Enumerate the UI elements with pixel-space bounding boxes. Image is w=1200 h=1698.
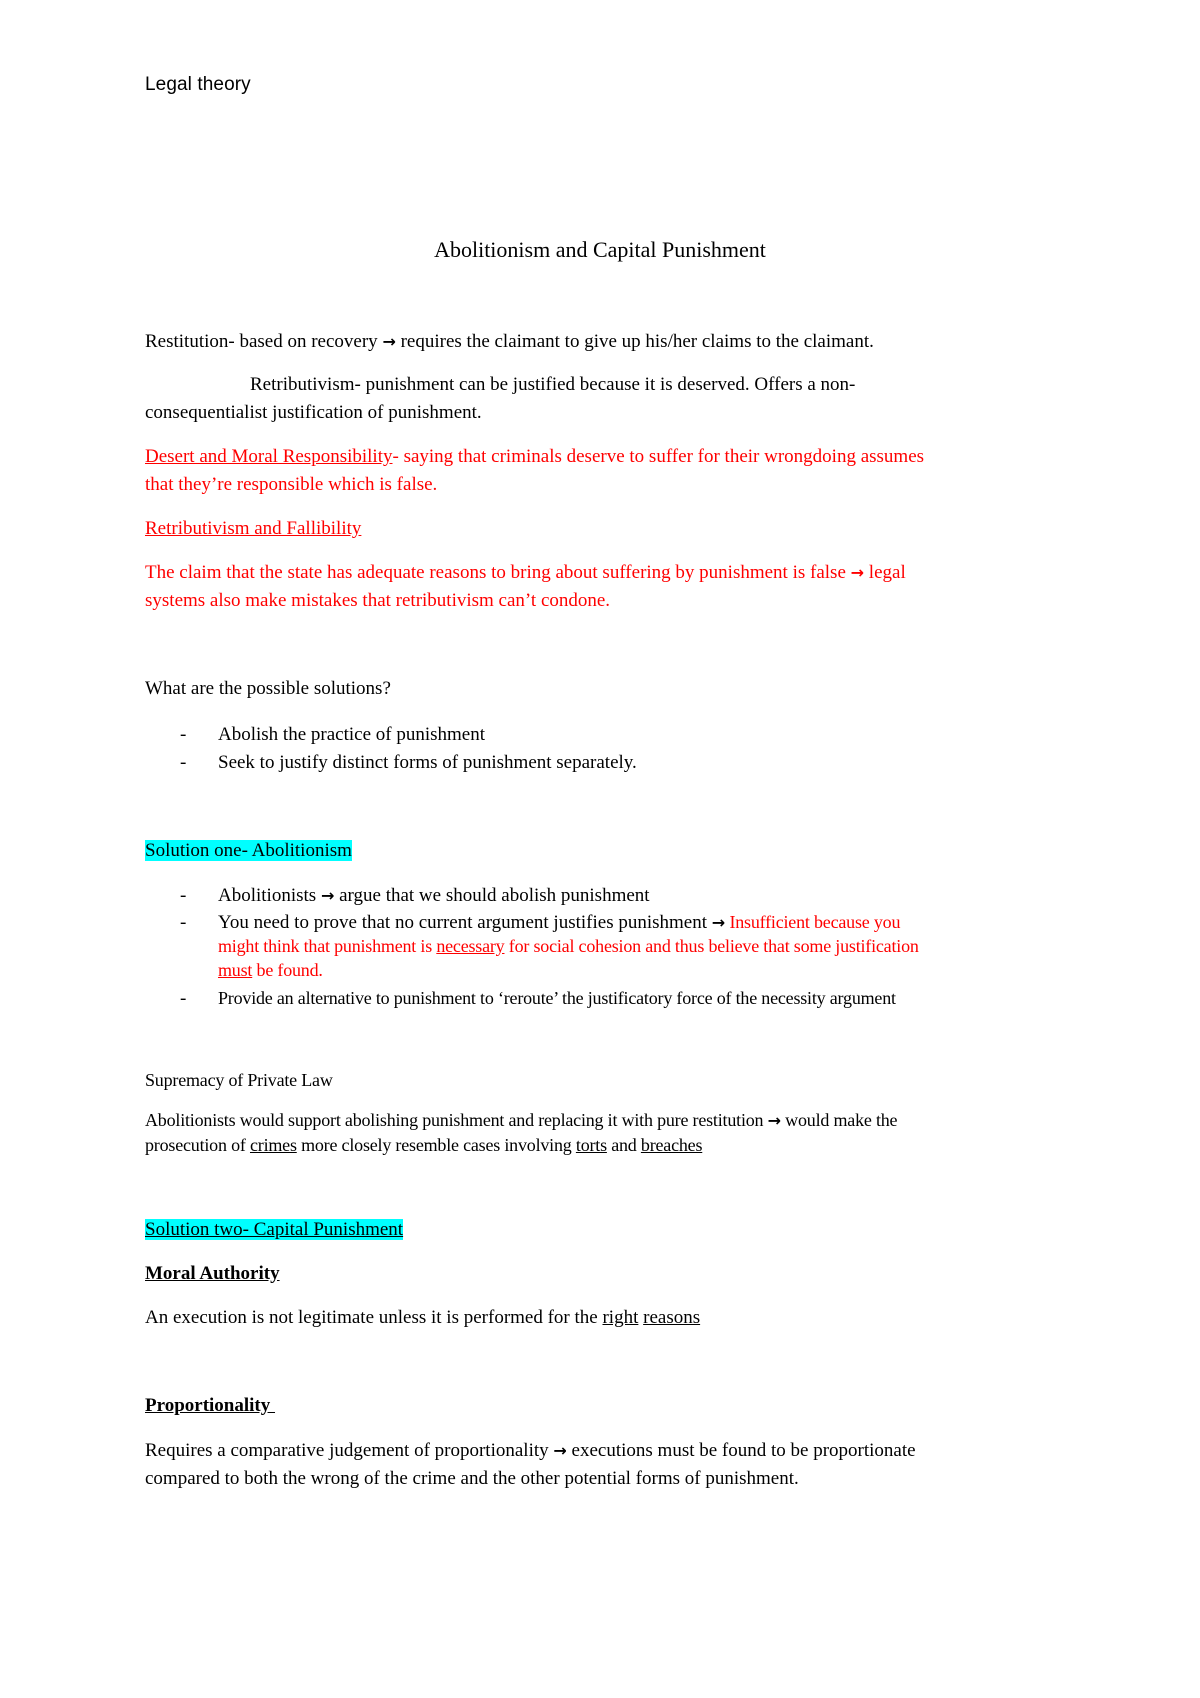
desert-heading: Desert and Moral Responsibility [145,446,393,467]
list-item: - You need to prove that no current argument justifies punishment → Insufficient because you [180,912,901,933]
fallibility-line1: The claim that the state has adequate reasons to bring about suffering by punishment is false → legal [145,562,906,583]
arrow-right-icon: → [767,1111,781,1130]
document-title: Abolitionism and Capital Punishment [434,237,766,262]
moral-authority-heading: Moral Authority [145,1263,280,1284]
private-law-line2: prosecution of crimes more closely resemble cases involving torts and breaches [145,1135,703,1155]
retributivism-line2: consequentialist justification of punishment. [145,402,482,423]
document-page: Legal theory Abolitionism and Capital Punishment Restitution- based on recovery → requires the claimant to give up his/her claims to the claimant. Retributivism- punishment can be justified because it is deserved. Offers a non- consequentialist justification of punishment. Desert and Moral Responsibility- saying that criminals deserve to suffer for their wrongdoing assumes that they’re responsible which is false. Retributivism and Fallibility The claim that the state has adequate reasons to bring about suffering by punishment is false → legal systems also make mistakes that retributivism can’t condone. What are the possible solutions? - Abolish the practice of punishment - Seek to justify distinct forms of punishment separately. Solution one- Abolitionism - Abolitionists → argue that we should abolish punishment - You need to prove that no current argument justifies punishment → Insufficient because you might think that punishment is necessary for social cohesion and thus believe that some justification must be found. - Provide an alternative to punishment to ‘reroute’ the justificatory force of the necessity argument Supremacy of Private Law Abolitionists would support abolishing punishment and replacing it with pure restitution → would make the prosecution of crimes more closely resemble cases involving torts and breaches Solution two- Capital Punishment Moral Authority An execution is not legitimate unless it is performed for the right reasons Proportionality Requires a comparative judgement of proportionality → executions must be found to be proportionate compared to both the wrong of the crime and the other potential forms of punishment. [0,0,1200,1698]
list-item: - Seek to justify distinct forms of punishment separately. [180,752,637,773]
retributivism-line1: Retributivism- punishment can be justified because it is deserved. Offers a non- [250,374,856,395]
desert-line1: Desert and Moral Responsibility- saying that criminals deserve to suffer for their wrongdoing assumes [145,446,925,467]
moral-authority-text: An execution is not legitimate unless it is performed for the right reasons [145,1307,701,1328]
restitution-paragraph: Restitution- based on recovery → requires the claimant to give up his/her claims to the claimant. [145,331,874,352]
arrow-right-icon: → [320,886,335,905]
arrow-right-icon: → [382,332,396,351]
arrow-right-icon: → [553,1441,567,1460]
solution-one-heading: Solution one- Abolitionism [145,840,352,861]
solution-two-heading: Solution two- Capital Punishment [145,1219,404,1240]
fallibility-line2: systems also make mistakes that retributivism can’t condone. [145,590,611,611]
solutions-question: What are the possible solutions? [145,678,391,699]
arrow-right-icon: → [711,913,726,932]
proportionality-line2: compared to both the wrong of the crime and the other potential forms of punishment. [145,1468,799,1489]
list-item: - Abolitionists → argue that we should abolish punishment [180,885,650,906]
private-law-line1: Abolitionists would support abolishing punishment and replacing it with pure restitution → would make the [145,1110,898,1130]
fallibility-heading: Retributivism and Fallibility [145,518,362,539]
arrow-right-icon: → [850,563,865,582]
proportionality-line1: Requires a comparative judgement of proportionality → executions must be found to be proportionate [145,1440,916,1461]
page-header: Legal theory [145,74,251,95]
list-item: - Abolish the practice of punishment [180,724,485,745]
proportionality-heading: Proportionality [145,1395,276,1416]
desert-line2: that they’re responsible which is false. [145,474,438,495]
list-item: - Provide an alternative to punishment to ‘reroute’ the justificatory force of the necessity argument [180,988,896,1009]
private-law-heading: Supremacy of Private Law [145,1070,333,1090]
